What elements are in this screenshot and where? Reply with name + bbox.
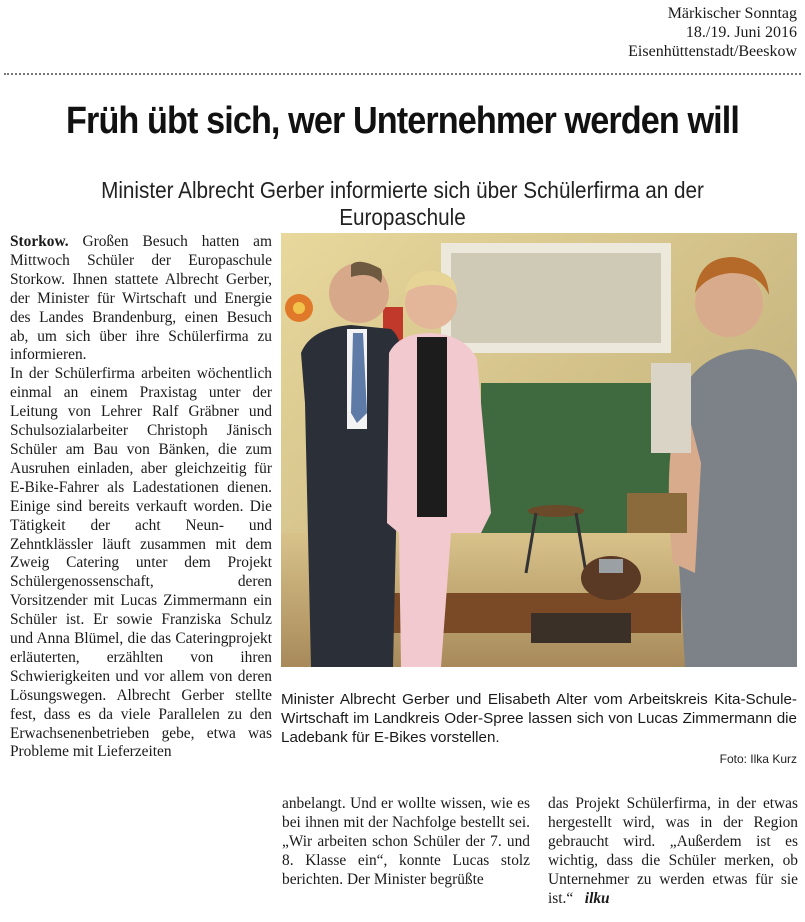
paper-name: Märkischer Sonntag xyxy=(667,5,797,22)
article-paragraph-2: In der Schülerfirma arbeiten wöchentlich einmal an einem Praxistag unter der Leitung von Lehrer Ralf Gräbner und Schulsozialarbeiter Christoph Jänisch Schüler am Bau von Bänken, die zum Ausruhen einladen, aber gleichzeitig für E-Bike-Fahrer als Ladestationen dienen. Einige sind bereits verkauft worden. Die Tätigkeit der acht Neun- und Zehntklässler läuft zusammen mit dem Zweig Catering unter dem Projekt Schülergenossenschaft, deren Vorsitzender mit Lucas Zimmermann ein Schüler ist. Er sowie Franziska Schulz und Anna Blümel, die das Cateringprojekt erläuterten, erzählten von ihren Schwierigkeiten und vor allem von deren Lösungswegen. Albrecht Gerber stellte fest, dass es da viele Parallelen zu den Erwachsenenbetrieben gebe, etwa was Probleme mit Lieferzeiten xyxy=(10,365,272,761)
photo-caption: Minister Albrecht Gerber und Elisabeth Alter vom Arbeitskreis Kita-Schule-Wirtschaft im Landkreis Oder-Spree lassen sich von Lucas Zimmermann die Ladebank für E-Bikes vorstellen. xyxy=(281,691,797,746)
issue-date: 18./19. Juni 2016 xyxy=(685,24,797,41)
article-column-3 xyxy=(548,795,798,908)
article-column-3-text: das Projekt Schülerfirma, in der etwas hergestellt wird, was in der Region gebraucht wird. „Außerdem ist es wichtig, dass die Schüler merken, ob Unternehmer zu werden etwas für sie ist.“ xyxy=(548,795,798,907)
article-paragraph-1: Großen Besuch hatten am Mittwoch Schüler der Europaschule Storkow. Ihnen stattete Albrecht Gerber, der Minister für Wirtschaft und Energie des Landes Brandenburg, einen Besuch ab, um sich über ihre Schülerfirma zu informieren. xyxy=(10,233,272,364)
headline: Früh übt sich, wer Unternehmer werden will xyxy=(66,100,739,142)
author-tag: ilku xyxy=(577,889,610,907)
masthead xyxy=(628,4,797,61)
dotted-divider xyxy=(4,73,801,75)
article-column-2: anbelangt. Und er wollte wissen, wie es bei ihnen mit der Nachfolge bestellt sei. „Wir arbeiten schon Schüler der 7. und 8. Klasse ein“, konnte Lucas stolz berichten. Der Minister begrüßte xyxy=(282,795,530,888)
photo-credit: Foto: Ilka Kurz xyxy=(719,752,797,766)
edition-name: Eisenhüttenstadt/Beeskow xyxy=(628,43,797,60)
article-photo xyxy=(281,233,797,667)
article-column-1 xyxy=(10,233,272,762)
dateline: Storkow. xyxy=(10,233,83,250)
subheadline: Minister Albrecht Gerber informierte sich über Schülerfirma an der Europaschule xyxy=(101,177,704,230)
